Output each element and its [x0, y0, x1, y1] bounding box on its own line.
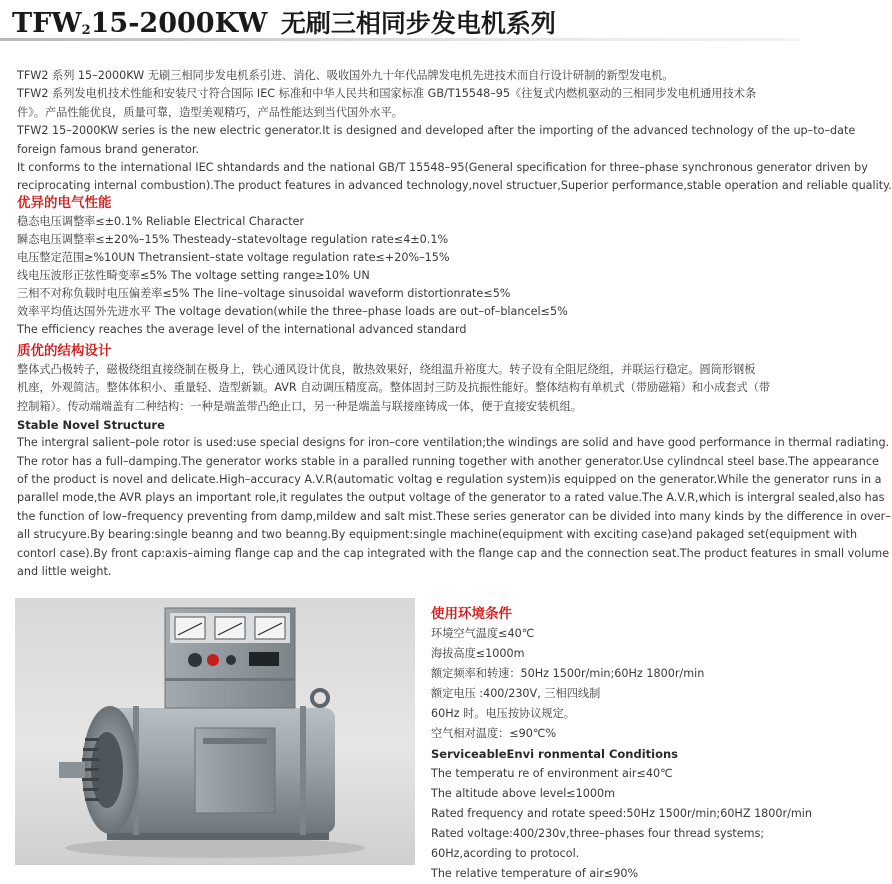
environment-en-line: The temperatu re of environment air≤40℃ — [431, 767, 673, 780]
page-title — [12, 4, 556, 40]
generator-photo — [15, 598, 415, 865]
intro-line: TFW2 15–2000KW series is the new electric generator.It is designed and developed after the importing of the advanced technology of the up–to–date — [17, 124, 856, 138]
environment-en-line: Rated frequency and rotate speed:50Hz 1500r/min;60HZ 1800r/min — [431, 807, 813, 820]
electrical-line: 三相不对称负载时电压偏差率≤5% The line–voltage sinusoidal waveform distortionrate≤5% — [17, 287, 511, 300]
structure-en-heading: Stable Novel Structure — [17, 418, 165, 433]
environment-en-line: Rated voltage:400/230v,three–phases four thread systems; — [431, 827, 765, 840]
structure-en-line: The intergral salient–pole rotor is used:use special designs for iron–core ventilation;the windings are solid and have good performance in thermal radiating. — [17, 436, 890, 450]
structure-en-line: all strucyure.By bearing:single beanng and two beanng.By equipment:single machine(equipment with exciting case)and pakaged set(equipment with — [17, 528, 858, 542]
structure-cn-line: 控制箱）。传动端端盖有二种结构：一种是端盖带凸绝止口，另一种是端盖与联接座铸成一体，便于直接安装机组。 — [17, 399, 582, 413]
environment-en-line: The altitude above level≤1000m — [431, 787, 616, 800]
structure-section — [17, 342, 891, 581]
electrical-line: 电压整定范围≥%10UN Thetransient–state voltage regulation rate≤+20%–15% — [17, 251, 450, 264]
environment-cn-line: 空气相对温度：≤90℃% — [431, 727, 557, 740]
intro-line: 件》。产品性能优良，质量可靠，造型美观精巧，产品性能达到当代国外水平。 — [17, 105, 403, 119]
structure-en-line: of the product is novel and delicate.High–accuracy A.V.R(automatic voltag e regulation system)is equipped on the generator.While the generator runs in a — [17, 472, 882, 486]
environment-cn-line: 环境空气温度≤40℃ — [431, 627, 535, 640]
structure-en-line: The rotor has a full–damping.The generator works stable in a paralled running together with another generator.Use cylindncal steel base.The appearance — [17, 454, 879, 468]
environment-en-heading: ServiceableEnvi ronmental Conditions — [431, 747, 679, 761]
electrical-line: 线电压波形正弦性畸变率≤5% The voltage setting range≥10% UN — [17, 269, 370, 282]
environment-heading: 使用环境条件 — [431, 606, 512, 622]
intro-line: TFW2 系列发电机技术性能和安装尺寸符合国际 IEC 标准和中华人民共和国家标准 GB/T15548–95《往复式内燃机驱动的三相同步发电机通用技术条 — [17, 87, 757, 101]
environment-cn-line: 海拔高度≤1000m — [431, 647, 525, 660]
intro-line: reciprocating internal combustion).The product features in advanced technology,novel structuer,Superior performance,stable operation and reliable quality. — [17, 179, 892, 193]
title-chinese: 无刷三相同步发电机系列 — [280, 9, 556, 38]
title-range: 15-2000KW — [90, 8, 268, 39]
intro-line: TFW2 系列 15–2000KW 无刷三相同步发电机系引进、消化、吸收国外九十年代品牌发电机先进技术而自行设计研制的新型发电机。 — [17, 69, 674, 82]
environment-section — [431, 604, 813, 884]
electrical-line: 瞬态电压调整率≤±20%–15% Thesteady–statevoltage regulation rate≤4±0.1% — [17, 233, 449, 246]
structure-en-line: the function of low–frequency preventing from damp,mildew and salt mist.These series generator can be divided into many kinds by the difference in over– — [17, 509, 891, 523]
generator-illustration — [15, 598, 415, 865]
environment-cn-line: 60Hz 时。电压按协议规定。 — [431, 707, 575, 720]
structure-cn-line: 机座，外观简洁。整体体积小、重量轻、造型新颖。AVR 自动调压精度高。整体固封三防及抗振性能好。整体结构有单机式（带励磁箱）和小成套式（带 — [17, 381, 771, 395]
environment-en-line: 60Hz,acording to protocol. — [431, 847, 580, 860]
electrical-line: The efficiency reaches the average level of the international advanced standard — [17, 323, 467, 336]
electrical-section — [17, 194, 793, 339]
structure-heading: 质优的结构设计 — [17, 343, 112, 359]
structure-en-line: parallel mode,the AVR plays an important role,it regulates the output voltage of the generator to a rated value.The A.V.R,which is intergral sealed,also has — [17, 491, 885, 505]
environment-en-line: The relative temperature of air≤90% — [431, 867, 639, 880]
intro-line: It conforms to the international IEC shtandards and the national GB/T 15548–95(General specification for three–phase synchronous generator driven by — [17, 160, 868, 174]
structure-en-line: contorl case).By front cap:axis–aiming flange cap and the cap integrated with the flange cap and the connection seat.The product features in small volume — [17, 546, 890, 560]
electrical-heading: 优异的电气性能 — [17, 195, 112, 211]
intro-line: foreign famous brand generator. — [17, 142, 199, 156]
title-bar — [0, 0, 800, 46]
structure-cn-line: 整体式凸极转子，磁极绕组直接绕制在极身上，铁心通风设计优良，散热效果好，绕组温升裕度大。转子设有全阻尼绕组，并联运行稳定。圆筒形钢板 — [17, 363, 756, 376]
title-subscript: 2 — [81, 23, 91, 38]
electrical-line: 效率平均值达国外先进水平 The voltage devation(while the three–phase loads are out–of–blancel≤5% — [17, 305, 568, 318]
intro-section — [17, 67, 892, 196]
title-prefix: TFW — [12, 8, 82, 39]
environment-cn-line: 额定电压 :400/230V, 三相四线制 — [431, 687, 601, 700]
electrical-line: 稳态电压调整率≤±0.1% Reliable Electrical Character — [17, 215, 305, 228]
structure-en-line: and little weight. — [17, 564, 112, 578]
environment-cn-line: 额定频率和转速：50Hz 1500r/min;60Hz 1800r/min — [431, 667, 705, 680]
